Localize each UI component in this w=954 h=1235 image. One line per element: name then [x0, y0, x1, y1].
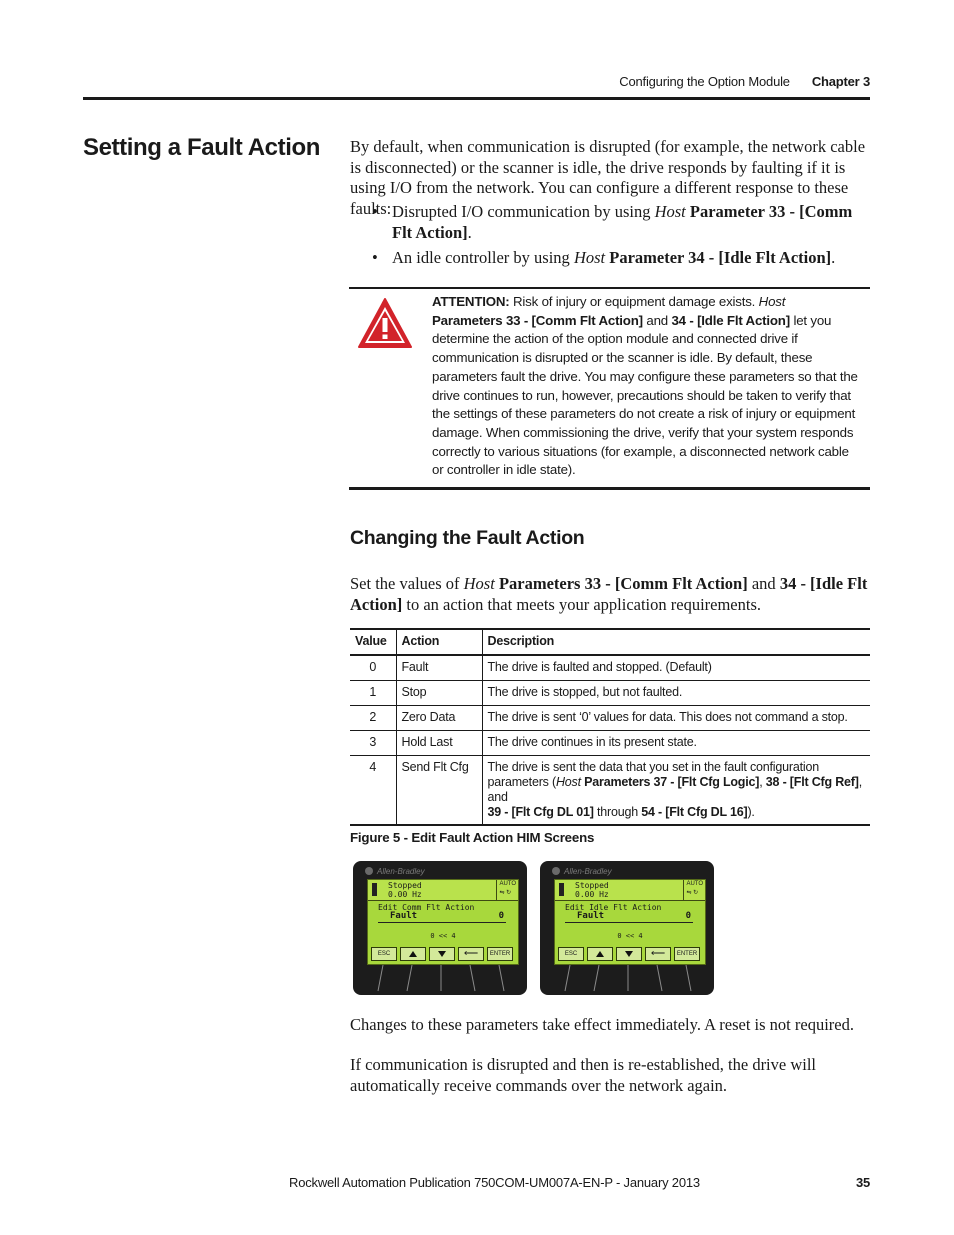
table-row: 3 Hold Last The drive continues in its present state.	[350, 731, 870, 756]
direction-icon: ⇋ ↻	[499, 890, 512, 896]
down-arrow-icon	[438, 951, 446, 957]
left-arrow-icon: ⟵	[650, 948, 666, 959]
direction-icon: ⇋ ↻	[686, 890, 699, 896]
him-status-bar: Stopped 0.00 Hz AUTO ⇋ ↻	[368, 880, 518, 901]
page-number: 35	[855, 1175, 870, 1190]
back-arrow-key[interactable]	[458, 947, 484, 961]
section-heading: Setting a Fault Action	[83, 134, 320, 161]
him-key-lines	[540, 965, 714, 995]
him-value-row: Fault 0	[565, 911, 693, 923]
figure-caption: Figure 5 - Edit Fault Action HIM Screens	[350, 830, 595, 845]
set-values-paragraph: Set the values of Host Parameters 33 - [Comm Flt Action] and 34 - [Idle Flt Action] to an action that meets your application requirements.	[350, 574, 868, 614]
left-arrow-icon: ⟵	[463, 948, 479, 959]
col-header-value: Value	[350, 629, 396, 655]
him-screen-idle	[540, 861, 714, 995]
him-softkeys	[558, 947, 702, 961]
him-key-lines	[353, 965, 527, 995]
warning-triangle-icon	[357, 297, 413, 349]
status-indicator-icon	[559, 883, 564, 896]
list-item: • Disrupted I/O communication by using Host Parameter 33 - [Comm Flt Action].	[372, 202, 870, 243]
subsection-heading: Changing the Fault Action	[350, 527, 585, 549]
him-softkeys	[371, 947, 515, 961]
esc-key[interactable]: ESC	[558, 947, 584, 961]
attention-text: ATTENTION: Risk of injury or equipment damage exists. Host Parameters 33 - [Comm Flt Action] and 34 - [Idle Flt Action] let you determine the action of the option module and connected drive if communication is disrupted or the scanner is idle. By default, these parameters fault the drive. You may configure these parameters so that the drive continues to run, however, precautions should be taken to verify that the settings of these parameters do not create a risk of injury or equipment damage. When commissioning the drive, verify that your system responds correctly to various situations (for example, a disconnected network cable or controller in idle state).	[432, 294, 858, 478]
header-rule	[83, 97, 870, 100]
him-display	[367, 879, 519, 965]
down-arrow-icon	[625, 951, 633, 957]
intro-text: By default, when communication is disrupted (for example, the network cable is disconnected) or the scanner is idle, the drive responds by faulting if it is using I/O from the network. You can configure a different response to these faults:	[350, 137, 866, 218]
table-row: 1 Stop The drive is stopped, but not faulted.	[350, 681, 870, 706]
enter-key[interactable]: ENTER	[674, 947, 700, 961]
table-row: 4 Send Flt Cfg The drive is sent the data that you set in the fault configuration parameters (Host Parameters 37 - [Flt Cfg Logic], 38 - [Flt Cfg Ref], and 39 - [Flt Cfg DL 01] through 54 - [Flt Cfg DL 16]).	[350, 756, 870, 826]
send-flt-cfg-description: The drive is sent the data that you set in the fault configuration parameters (Host Parameters 37 - [Flt Cfg Logic], 38 - [Flt Cfg Ref], and 39 - [Flt Cfg DL 01] through 54 - [Flt Cfg DL 16]).	[482, 756, 870, 826]
him-brand: Allen-Bradley	[365, 867, 425, 876]
auto-badge: AUTO ⇋ ↻	[496, 880, 516, 900]
him-value-row: Fault 0	[378, 911, 506, 923]
up-arrow-icon	[409, 951, 417, 957]
header-section: Configuring the Option Module	[619, 74, 790, 89]
attention-box	[349, 287, 870, 490]
him-screen-comm	[353, 861, 527, 995]
up-arrow-key[interactable]	[587, 947, 613, 961]
effect-paragraph: Changes to these parameters take effect immediately. A reset is not required.	[350, 1015, 854, 1034]
col-header-action: Action	[396, 629, 482, 655]
running-header	[619, 74, 870, 89]
header-chapter: Chapter 3	[811, 74, 870, 89]
esc-key[interactable]: ESC	[371, 947, 397, 961]
footer-publication: Rockwell Automation Publication 750COM-UM007A-EN-P - January 2013	[289, 1175, 700, 1190]
reestablish-paragraph: If communication is disrupted and then is re-established, the drive will automatically receive commands over the network again.	[350, 1055, 817, 1095]
him-range: 0 << 4	[617, 932, 643, 940]
up-arrow-icon	[596, 951, 604, 957]
col-header-description: Description	[482, 629, 870, 655]
table-row: 0 Fault The drive is faulted and stopped. (Default)	[350, 655, 870, 681]
him-status-bar: Stopped 0.00 Hz AUTO ⇋ ↻	[555, 880, 705, 901]
down-arrow-key[interactable]	[616, 947, 642, 961]
him-display	[554, 879, 706, 965]
table-row: 2 Zero Data The drive is sent ‘0’ values for data. This does not command a stop.	[350, 706, 870, 731]
him-edit-title: Edit Idle Flt Action	[565, 903, 662, 912]
status-indicator-icon	[372, 883, 377, 896]
bullet-list	[372, 202, 870, 274]
up-arrow-key[interactable]	[400, 947, 426, 961]
fault-action-table	[350, 628, 870, 826]
him-range: 0 << 4	[430, 932, 456, 940]
table-header-row	[350, 629, 870, 655]
down-arrow-key[interactable]	[429, 947, 455, 961]
him-brand: Allen-Bradley	[552, 867, 612, 876]
him-edit-title: Edit Comm Flt Action	[378, 903, 475, 912]
list-item: • An idle controller by using Host Parameter 34 - [Idle Flt Action].	[372, 248, 870, 269]
auto-badge: AUTO ⇋ ↻	[683, 880, 703, 900]
back-arrow-key[interactable]	[645, 947, 671, 961]
enter-key[interactable]: ENTER	[487, 947, 513, 961]
